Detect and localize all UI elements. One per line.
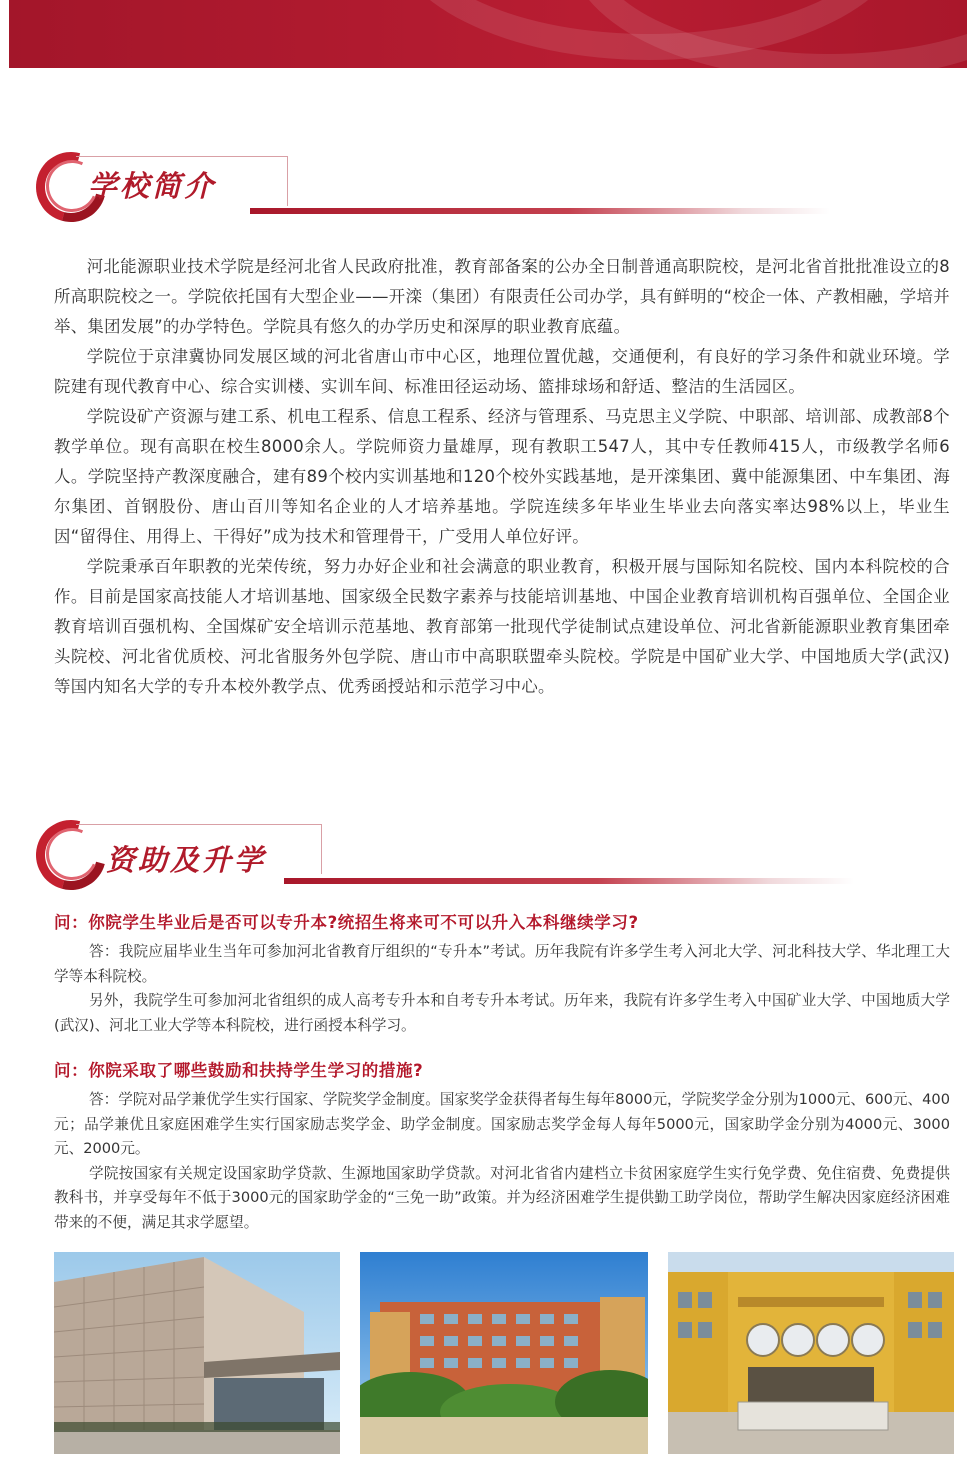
intro-paragraph: 学院设矿产资源与建工系、机电工程系、信息工程系、经济与管理系、马克思主义学院、中职部、培训部、成教部8个教学单位。现有高职在校生8000余人。学院师资力量雄厚，现有教职工547人，其中专任教师415人，市级教学名师6人。学院坚持产教深度融合，建有89个校内实训基地和120个校外实践基地，是开滦集团、冀中能源集团、中车集团、海尔集团、首钢股份、唐山百川等知名企业的人才培养基地。学院连续多年毕业生毕业去向落实率达98%以上，毕业生因“留得住、用得上、干得好”成为技术和管理骨干，广受用人单位好评。 [54, 407, 950, 546]
intro-paragraph: 河北能源职业技术学院是经河北省人民政府批准，教育部备案的公办全日制普通高职院校，是河北省首批批准设立的8所高职院校之一。学院依托国有大型企业——开滦（集团）有限责任公司办学，具有鲜明的“校企一体、产教相融，学培并举、集团发展”的办学特色。学院具有悠久的办学历史和深厚的职业教育底蕴。 [54, 257, 950, 336]
heading-rule [284, 878, 854, 884]
qa-item [54, 1058, 950, 1235]
qa-question: 问：你院采取了哪些鼓励和扶持学生学习的措施? [54, 1061, 424, 1080]
intro-paragraph: 学院秉承百年职教的光荣传统，努力办好企业和社会满意的职业教育，积极开展与国际知名院校、国内本科院校的合作。目前是国家高技能人才培训基地、国家级全民数字素养与技能培训基地、中国企业教育培训机构百强单位、全国企业教育培训百强机构、全国煤矿安全培训示范基地、教育部第一批现代学徒制试点建设单位、河北省新能源职业教育集团牵头院校、河北省优质校、河北省服务外包学院、唐山市中高职联盟牵头院校。学院是中国矿业大学、中国地质大学(武汉)等国内知名大学的专升本校外教学点、优秀函授站和示范学习中心。 [54, 557, 950, 696]
qa-answer [54, 1088, 950, 1235]
section-heading-intro [36, 150, 836, 230]
intro-body [54, 252, 950, 702]
qa-answer-paragraph: 答：学院对品学兼优学生实行国家、学院奖学金制度。国家奖学金获得者每生每年8000元，学院奖学金分别为1000元、600元、400元；品学兼优且家庭困难学生实行国家励志奖学金、助学金制度。国家励志奖学金每人每年5000元，国家助学金分别为4000元、3000元、2000元。 [54, 1091, 950, 1157]
campus-photo-dormitory [360, 1252, 648, 1454]
qa-question: 问：你院学生毕业后是否可以专升本?统招生将来可不可以升入本科继续学习? [54, 913, 639, 932]
building-photo-illustration [54, 1252, 340, 1454]
section-heading-aid [36, 818, 836, 898]
qa-answer-paragraph: 答：我院应届毕业生当年可参加河北省教育厅组织的“专升本”考试。历年我院有许多学生考入河北大学、河北科技大学、华北理工大学等本科院校。 [54, 943, 950, 985]
intro-paragraph: 学院位于京津冀协同发展区域的河北省唐山市中心区，地理位置优越，交通便利，有良好的学习条件和就业环境。学院建有现代教育中心、综合实训楼、实训车间、标准田径运动场、篮排球场和舒适、整洁的生活园区。 [54, 347, 950, 396]
campus-photo-main-hall [668, 1252, 954, 1454]
qa-item [54, 910, 950, 1038]
hall-photo-illustration [668, 1252, 954, 1454]
campus-photo-modern-building [54, 1252, 340, 1454]
qa-answer-paragraph: 另外，我院学生可参加河北省组织的成人高考专升本和自考专升本考试。历年来，我院有许多学生考入中国矿业大学、中国地质大学(武汉)、河北工业大学等本科院校，进行函授本科学习。 [54, 992, 950, 1034]
heading-rule [250, 208, 830, 214]
section-title: 学校简介 [88, 169, 217, 203]
dormitory-photo-illustration [360, 1252, 648, 1454]
section-title: 资助及升学 [106, 843, 267, 877]
top-banner [9, 0, 967, 68]
qa-answer [54, 940, 950, 1038]
qa-answer-paragraph: 学院按国家有关规定设国家助学贷款、生源地国家助学贷款。对河北省省内建档立卡贫困家庭学生实行免学费、免住宿费、免费提供教科书，并享受每年不低于3000元的国家助学金的“三免一助”政策。并为经济困难学生提供勤工助学岗位，帮助学生解决因家庭经济困难带来的不便，满足其求学愿望。 [54, 1164, 950, 1231]
